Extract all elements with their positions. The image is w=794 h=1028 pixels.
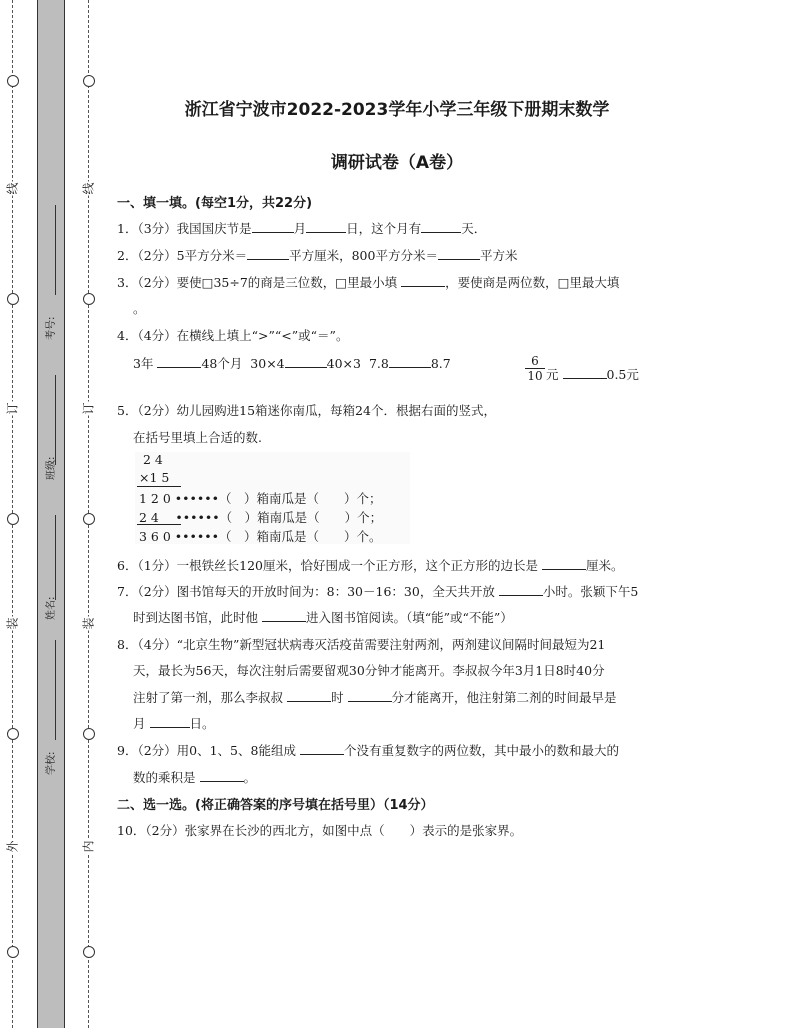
field-line: [55, 375, 56, 465]
calc-line: 3 6 0 ••••••（ ）箱南瓜是（ ）个。: [139, 529, 382, 544]
binding-hole: [83, 293, 95, 305]
answer-blank[interactable]: [262, 609, 306, 622]
field-line: [55, 640, 56, 740]
margin-char: 线: [5, 182, 20, 195]
binding-hole: [7, 728, 19, 740]
question-3: 3．（2分）要使□35÷7的商是三位数，□里最小填 ，要使商是两位数，□里最大填: [117, 275, 620, 290]
binding-hole: [7, 946, 19, 958]
exam-title: 浙江省宁波市2022-2023学年小学三年级下册期末数学: [184, 100, 610, 120]
answer-blank[interactable]: [300, 742, 344, 755]
binding-hole: [83, 728, 95, 740]
question-5-cont: 在括号里填上合适的数.: [133, 430, 262, 445]
question-7-cont: 时到达图书馆，此时他 进入图书馆阅读。（填“能”或“不能”）: [133, 610, 513, 625]
margin-char: 外: [5, 840, 20, 853]
exam-number-label: 考号:: [46, 316, 57, 340]
answer-blank[interactable]: [287, 689, 331, 702]
vertical-multiplication: [135, 452, 410, 544]
question-10: 10．（2分）张家界在长沙的西北方，如图中点（ ）表示的是张家界。: [117, 823, 523, 838]
answer-blank[interactable]: [252, 220, 294, 233]
question-8: 8．（4分）“北京生物”新型冠状病毒灭活疫苗需要注射两剂，两剂建议间隔时间最短为21: [117, 637, 606, 652]
margin-char: 订: [81, 402, 96, 415]
answer-blank[interactable]: [421, 220, 461, 233]
question-8-cont: 月 日。: [133, 716, 215, 731]
calc-line: 2 4 ••••••（ ）箱南瓜是（ ）个；: [139, 510, 383, 525]
answer-blank[interactable]: [563, 366, 607, 379]
margin-char: 订: [5, 402, 20, 415]
calc-line: ×1 5: [139, 470, 170, 485]
margin-char: 内: [81, 840, 96, 853]
question-2: 2．（2分）5平方分米＝ 平方厘米，800平方分米＝ 平方米: [117, 248, 518, 263]
question-6: 6．（1分）一根铁丝长120厘米，恰好围成一个正方形，这个正方形的边长是 厘米。: [117, 558, 624, 573]
margin-char: 线: [81, 182, 96, 195]
answer-blank[interactable]: [401, 274, 445, 287]
answer-blank[interactable]: [389, 355, 431, 368]
answer-blank[interactable]: [285, 355, 327, 368]
margin-char: 装: [81, 617, 96, 630]
answer-blank[interactable]: [348, 689, 392, 702]
answer-blank[interactable]: [150, 715, 190, 728]
binding-hole: [83, 75, 95, 87]
question-4-item4: 元 0.5元: [546, 367, 639, 382]
question-5: 5．（2分）幼儿园购进15箱迷你南瓜，每箱24个．根据右面的竖式，: [117, 403, 496, 418]
calc-line: 2 4: [143, 452, 163, 467]
question-1: 1．（3分）我国国庆节是 月 日，这个月有 天．: [117, 221, 487, 236]
field-line: [55, 515, 56, 600]
question-3-end: 。: [133, 301, 146, 316]
question-8-cont: 天，最长为56天，每次注射后需要留观30分钟才能离开。李叔叔今年3月1日8时40分: [133, 663, 605, 678]
calc-line: 1 2 0 ••••••（ ）箱南瓜是（ ）个；: [139, 491, 382, 506]
calc-rule: [137, 486, 181, 487]
binding-hole: [7, 75, 19, 87]
question-9-cont: 数的乘积是 。: [133, 770, 257, 785]
answer-blank[interactable]: [438, 247, 480, 260]
margin-char: 装: [5, 617, 20, 630]
fraction: $\frac{6}{10}$: [525, 354, 545, 383]
section-heading: 二、选一选。(将正确答案的序号填在括号里）（14分）: [117, 798, 434, 813]
binding-hole: [7, 513, 19, 525]
answer-blank[interactable]: [499, 583, 543, 596]
question-8-cont: 注射了第一剂，那么李叔叔 时 分才能离开，他注射第二剂的时间最早是: [133, 690, 617, 705]
calc-rule: [137, 524, 181, 525]
name-label: 姓名:: [46, 596, 57, 620]
answer-blank[interactable]: [157, 355, 201, 368]
question-9: 9．（2分）用0、1、5、8能组成 个没有重复数字的两位数，其中最小的数和最大的: [117, 743, 619, 758]
question-4: 4．（4分）在横线上填上“>”“<”或“＝”。: [117, 328, 349, 343]
answer-blank[interactable]: [542, 557, 586, 570]
binding-hole: [83, 946, 95, 958]
exam-subtitle: 调研试卷（A卷）: [330, 153, 464, 173]
binding-hole: [83, 513, 95, 525]
section-heading: 一、填一填。(每空1分，共22分): [117, 196, 313, 211]
school-label: 学校:: [46, 751, 57, 775]
class-label: 班级:: [46, 456, 57, 480]
question-4-items: 3年 48个月 30×4 40×3 7.8 8.7: [133, 356, 451, 371]
answer-blank[interactable]: [247, 247, 289, 260]
answer-blank[interactable]: [306, 220, 346, 233]
binding-hole: [7, 293, 19, 305]
answer-blank[interactable]: [200, 769, 244, 782]
question-7: 7．（2分）图书馆每天的开放时间为：8：30－16：30，全天共开放 小时。张颖下午5: [117, 584, 639, 599]
field-line: [55, 205, 56, 295]
